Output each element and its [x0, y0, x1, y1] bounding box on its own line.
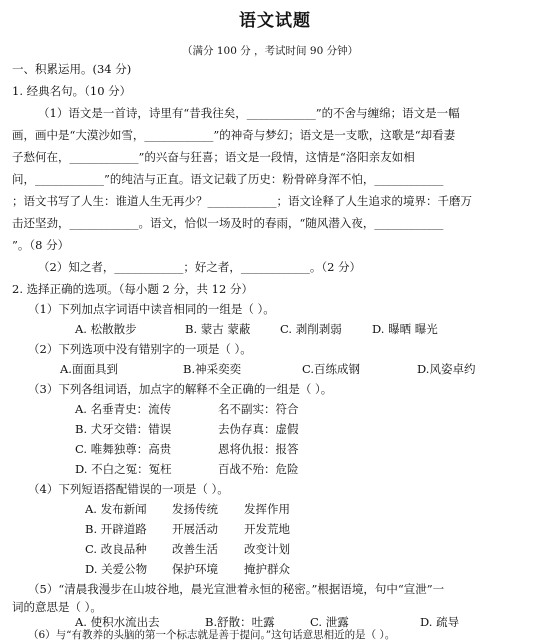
q2-4-option-a-1: A. 发布新闻: [85, 502, 147, 516]
q2-4-option-b-1: B. 开辟道路: [85, 522, 147, 536]
q2-1-option-c: C. 剥削剥弱: [280, 322, 342, 336]
q2-5-option-a: A. 使积水流出去: [75, 615, 160, 629]
q2-4-option-c-1: C. 改良品种: [85, 542, 147, 556]
q2-4-stem: （4）下列短语搭配错误的一项是（ ）。: [28, 482, 229, 496]
q2-2-option-a: A.面面具到: [60, 362, 118, 376]
q2-4-option-d-1: D. 关爱公物: [85, 562, 148, 576]
q2-5-option-c: C. 泄露: [310, 615, 349, 629]
q2-6-stem: （6）与“有教养的头脑的第一个标志就是善于提问。”这句话意思相近的是（ ）。: [28, 629, 396, 641]
exam-title: 语文试题: [239, 11, 311, 31]
q2-4-option-a-2: 发扬传统: [172, 502, 218, 516]
q2-4-option-a-3: 发挥作用: [244, 502, 290, 516]
q2-3-option-b-2: 去伪存真：虚假: [218, 422, 299, 436]
q2-1-option-a: A. 松散散步: [75, 322, 137, 336]
q2-3-option-a-1: A. 名垂青史：流传: [75, 402, 172, 416]
exam-subtitle: （满分 100 分 ，考试时间 90 分钟）: [182, 45, 359, 57]
q1-heading: 1. 经典名句。（10 分）: [12, 84, 132, 98]
q2-4-option-d-3: 掩护群众: [244, 562, 290, 576]
q2-4-option-c-2: 改善生活: [172, 542, 218, 556]
q2-3-option-d-1: D. 不白之冤：冤枉: [75, 462, 172, 476]
q2-3-option-b-1: B. 犬牙交错：错误: [75, 422, 172, 436]
q2-5-stem-line-1: （5）“清晨我漫步在山坡谷地，晨光宣泄着永恒的秘密。”根据语境，句中“宣泄”一: [28, 582, 445, 596]
q1-line-5: ；语文书写了人生：谁道人生无再少？____________；语文诠释了人生追求的境界：千磨万: [12, 194, 472, 208]
q1-line-7: ”。（8 分）: [12, 238, 70, 252]
q2-1-stem: （1）下列加点字词语中读音相同的一组是（ ）。: [28, 302, 275, 316]
q2-3-option-d-2: 百战不殆：危险: [218, 462, 299, 476]
q1-line-2: 画，画中是“大漠沙如雪，____________”的神奇与梦幻；语文是一支歌，这歌是“却看妻: [12, 128, 456, 142]
q2-3-option-c-1: C. 唯舞独尊：高贵: [75, 442, 172, 456]
q2-5-option-d: D. 疏导: [420, 615, 460, 629]
q2-5-stem-line-2: 词的意思是（ ）。: [12, 600, 102, 614]
q1-line-6: 击还坚劲，____________。语文，恰似一场及时的春雨，“随风潜入夜，____________: [12, 216, 444, 230]
q1-line-4: 问，____________”的纯洁与正直。语文记载了历史：粉骨碎身浑不怕，____________: [12, 172, 444, 186]
q1-line-8: （2）知之者，____________；好之者，____________。（2 分）: [38, 260, 362, 274]
q2-5-option-b: B.舒散：吐露: [205, 615, 275, 629]
q2-3-option-a-2: 名不副实：符合: [218, 402, 299, 416]
q2-heading: 2. 选择正确的选项。（每小题 2 分，共 12 分）: [12, 282, 253, 296]
q2-4-option-b-3: 开发荒地: [244, 522, 290, 536]
q2-3-stem: （3）下列各组词语，加点字的解释不全正确的一组是（ ）。: [28, 382, 333, 396]
q2-2-option-c: C.百练成钢: [302, 362, 361, 376]
q2-4-option-b-2: 开展活动: [172, 522, 218, 536]
q1-line-3: 子愁何在，____________”的兴奋与狂喜；语文是一段情，这情是“洛阳亲友如相: [12, 150, 415, 164]
q2-2-option-b: B.神采奕奕: [183, 362, 242, 376]
q2-2-stem: （2）下列选项中没有错别字的一项是（ ）。: [28, 342, 252, 356]
section-heading: 一、积累运用。(34 分): [12, 62, 132, 76]
q2-2-option-d: D.风姿卓约: [417, 362, 476, 376]
q1-line-1: （1）语文是一首诗，诗里有“昔我往矣，____________”的不舍与缠绵；语文是一幅: [38, 106, 460, 120]
q2-1-option-b: B. 蒙古 蒙蔽: [185, 322, 251, 336]
q2-1-option-d: D. 曝晒 曝光: [372, 322, 438, 336]
q2-4-option-c-3: 改变计划: [244, 542, 290, 556]
q2-4-option-d-2: 保护环境: [172, 562, 218, 576]
q2-3-option-c-2: 恩将仇报：报答: [218, 442, 299, 456]
